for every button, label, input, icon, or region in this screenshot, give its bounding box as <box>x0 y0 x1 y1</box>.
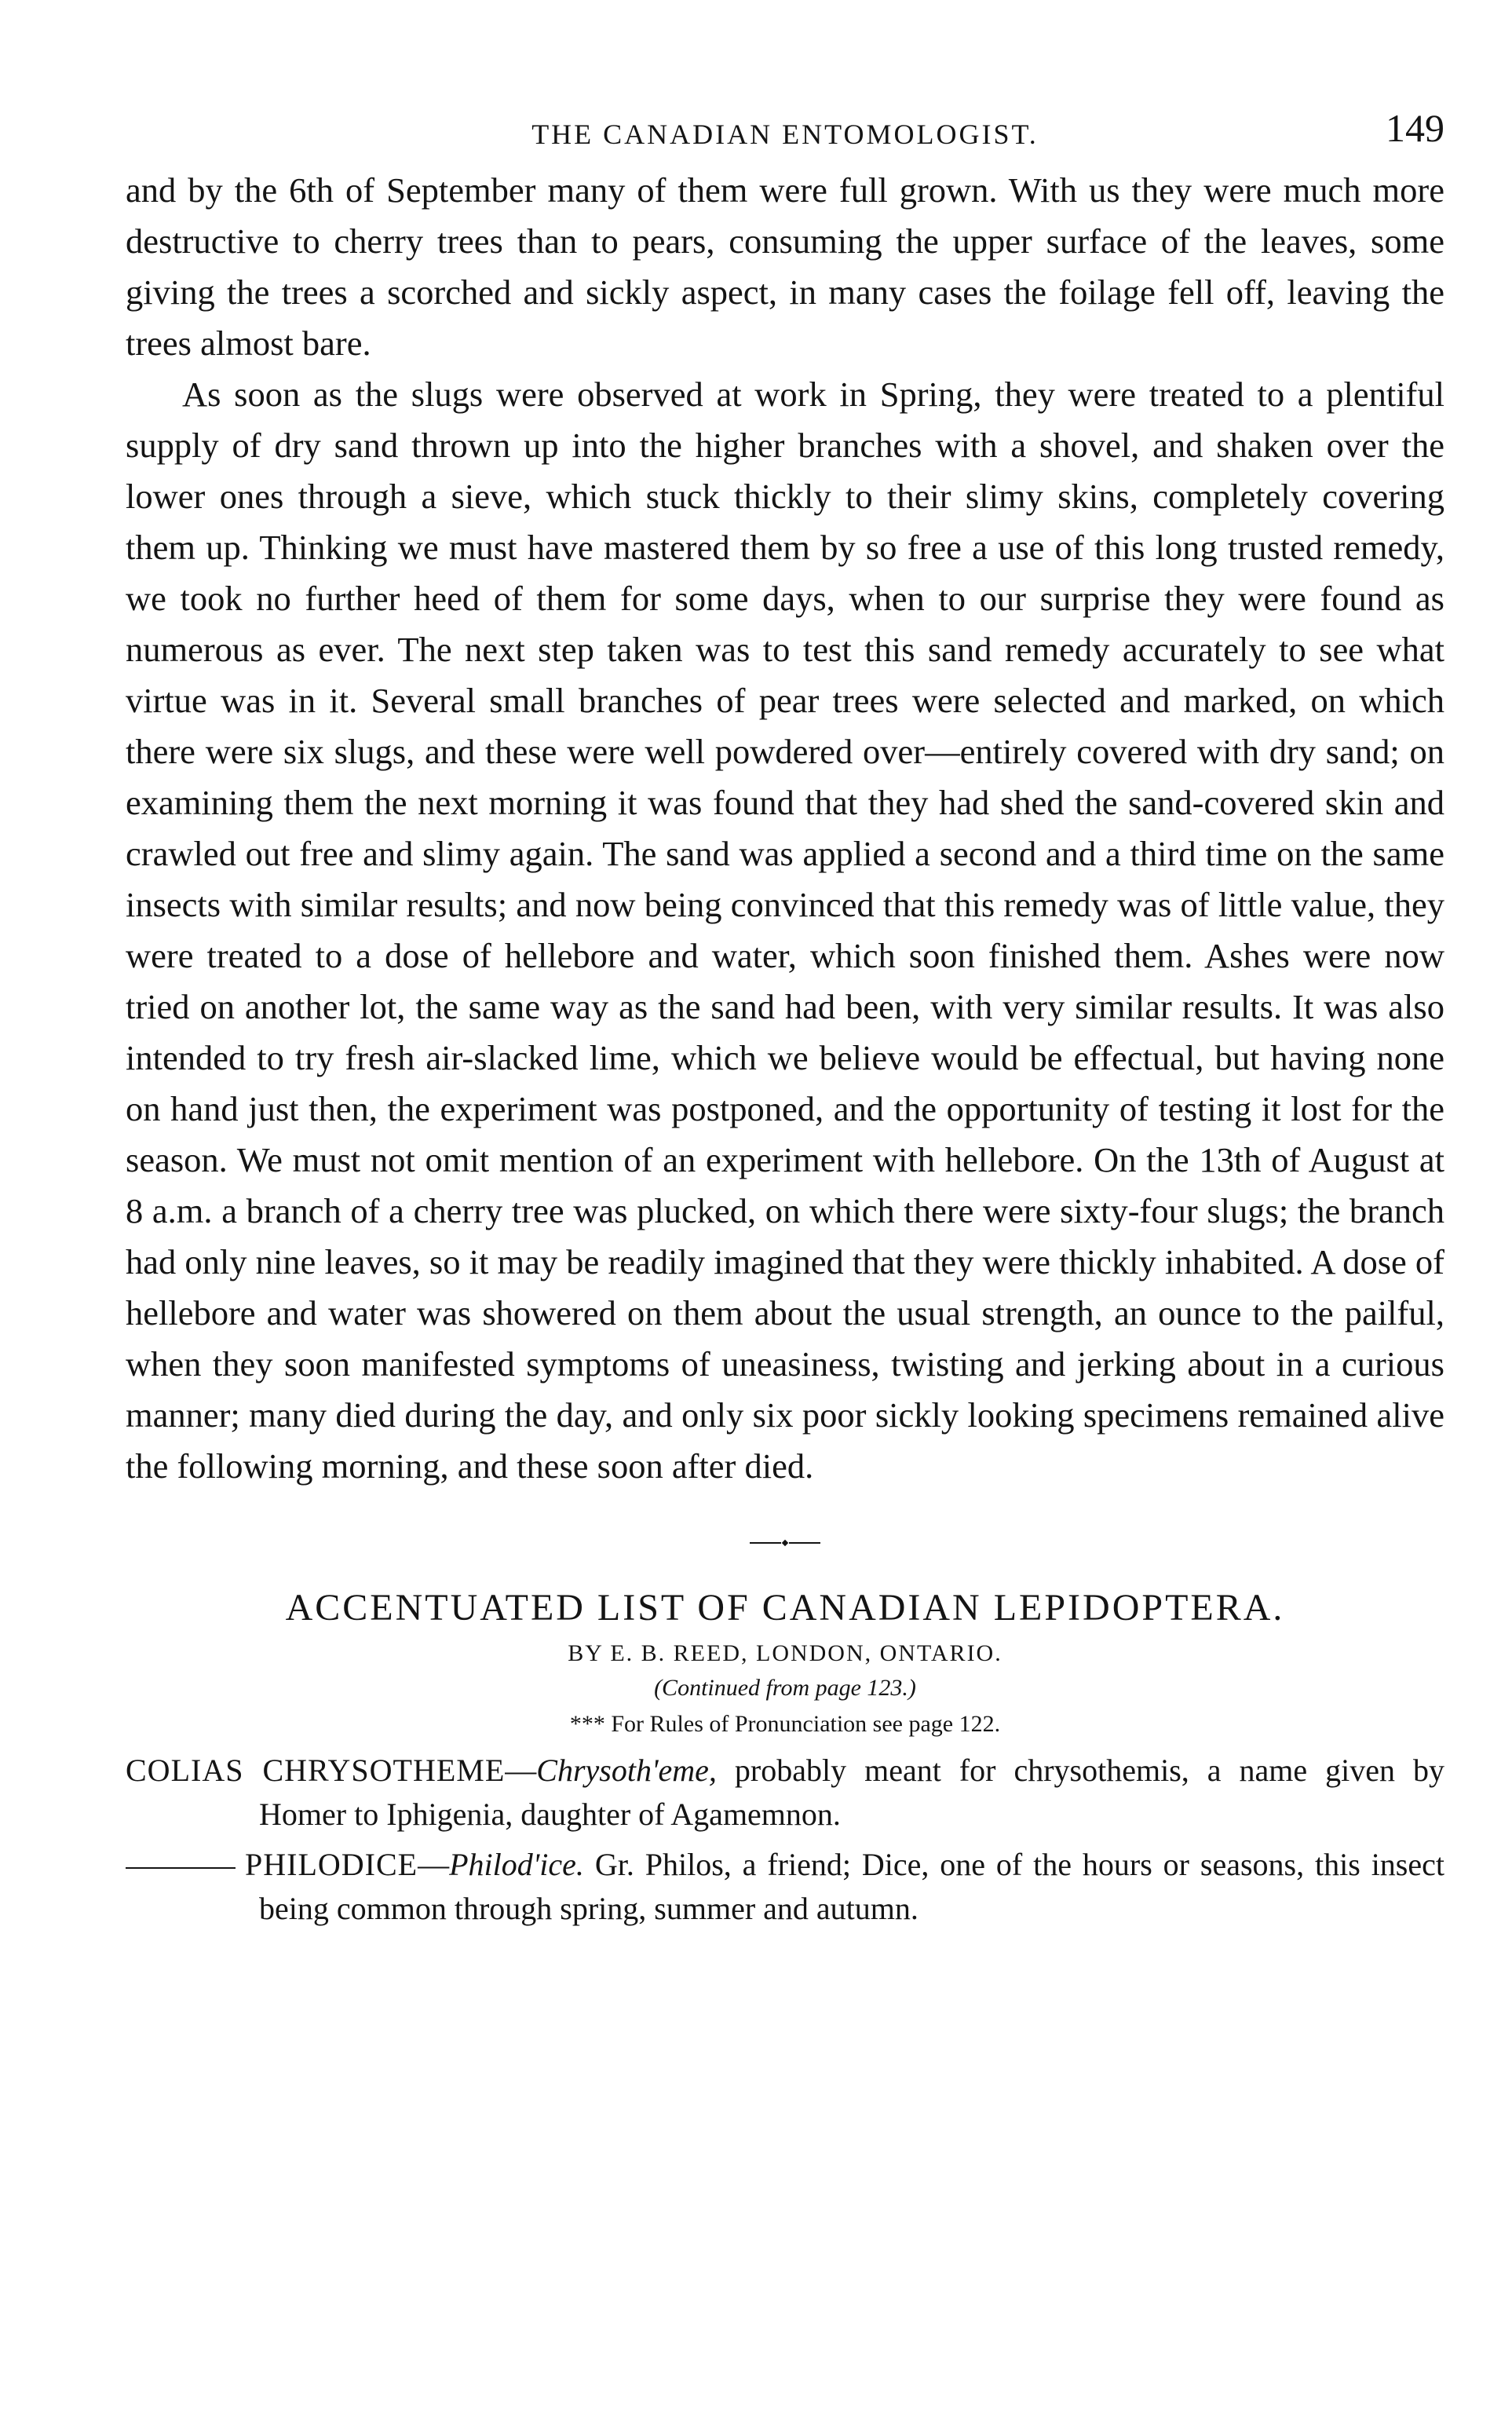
pronunciation-rules-note: *** For Rules of Pronunciation see page 122. <box>569 1711 1001 1737</box>
section-divider <box>126 1531 1444 1555</box>
running-title: THE CANADIAN ENTOMOLOGIST. <box>531 119 1039 150</box>
entry-pronunciation: Chrysoth'eme, <box>536 1753 717 1788</box>
running-head <box>126 102 1444 165</box>
list-entry: COLIAS CHRYSOTHEME—Chrysoth'eme, probably meant for chrysothemis, a name given by Homer to Iphigenia, daughter of Agamemnon. <box>126 1753 1444 1832</box>
entry-note: probably meant for chrysothemis, a name given by Homer to Iphigenia, daughter of Agamemnon. <box>259 1753 1444 1832</box>
section-title: ACCENTUATED LIST OF CANADIAN LEPIDOPTERA. <box>285 1587 1285 1629</box>
entry-name: PHILODICE <box>245 1847 418 1882</box>
entry-note: Gr. Philos, a friend; Dice, one of the hours or seasons, this insect being common through spring, summer and autumn. <box>259 1847 1444 1926</box>
paragraph-sand-experiment: As soon as the slugs were observed at work in Spring, they were treated to a plentiful supply of dry sand thrown up into the higher branches with a shovel, and shaken over the lower ones through a sieve, which stuck thickly to their slimy skins, completely covering them up. Thinking we must have mastered them by so free a use of this long trusted remedy, we took no further heed of them for some days, when to our surprise they were found as numerous as ever. The next step taken was to test this sand remedy accurately to see what virtue was in it. Several small branches of pear trees were selected and marked, on which there were six slugs, and these were well powdered over—entirely covered with dry sand; on examining them the next morning it was found that they had shed the sand-covered skin and crawled out free and slimy again. The sand was applied a second and a third time on the same insects with similar results; and now being convinced that this remedy was of little value, they were treated to a dose of hellebore and water, which soon finished them. Ashes were now tried on another lot, the same way as the sand had been, with very similar results. It was also intended to try fresh air-slacked lime, which we believe would be effectual, but having none on hand just then, the experiment was postponed, and the opportunity of testing it lost for the season. We must not omit mention of an experiment with hellebore. On the 13th of August at 8 a.m. a branch of a cherry tree was plucked, on which there were sixty-four slugs; the branch had only nine leaves, so it may be readily imagined that they were thickly inhabited. A dose of hellebore and water was showered on them about the usual strength, an ounce to the pailful, when they soon manifested symptoms of uneasiness, twisting and jerking about in a curious manner; many died during the day, and only six poor sickly looking specimens remained alive the following morning, and these soon after died. <box>126 375 1444 1486</box>
entry-pronunciation: Philod'ice. <box>449 1847 584 1882</box>
page-number: 149 <box>1386 106 1444 150</box>
list-entry: PHILODICE—Philod'ice. Gr. Philos, a friend; Dice, one of the hours or seasons, this insect being common through spring, summer and autumn. <box>126 1843 1444 1931</box>
byline: BY E. B. REED, LONDON, ONTARIO. <box>568 1640 1003 1666</box>
entry-name: COLIAS CHRYSOTHEME <box>126 1753 506 1788</box>
document-page <box>126 102 1444 1937</box>
paragraph-continued: and by the 6th of September many of them were full grown. With us they were much more destructive to cherry trees than to pears, consuming the upper surface of the leaves, some giving the trees a scorched and sickly aspect, in many cases the foilage fell off, leaving the trees almost bare. <box>126 170 1444 363</box>
ditto-rule <box>126 1867 236 1869</box>
continued-note: (Continued from page 123.) <box>654 1675 916 1701</box>
